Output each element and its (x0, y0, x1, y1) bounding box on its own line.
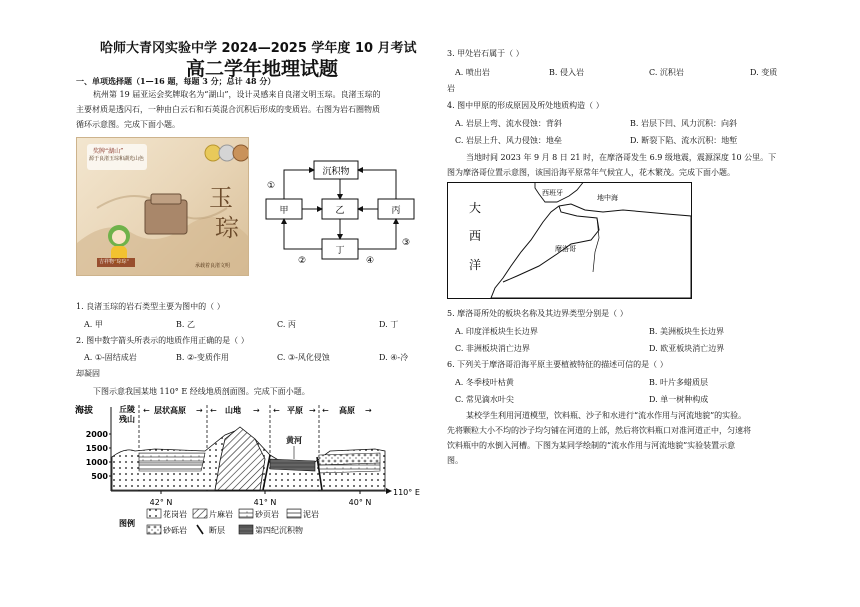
arrow-label-2: ② (297, 256, 307, 265)
q3-option-a[interactable]: A. 喷出岩 (455, 68, 490, 77)
q3-option-b[interactable]: B. 侵入岩 (549, 68, 584, 77)
svg-text:→: → (309, 406, 316, 415)
svg-text:←: ← (322, 406, 329, 415)
q2-stem: 2. 图中数字箭头所表示的地质作用正确的是（ ） (76, 336, 249, 345)
svg-text:→: → (196, 406, 203, 415)
q3-option-d[interactable]: D. 变质 (750, 68, 778, 77)
node-bing: 丙 (391, 206, 401, 216)
q5-stem: 5. 摩洛哥所处的板块名称及其边界类型分别是（ ） (447, 309, 628, 318)
svg-text:←: ← (210, 406, 217, 415)
morocco-location-map (447, 182, 692, 299)
q4-option-d[interactable]: D. 断裂下陷、流水沉积：地堑 (630, 136, 738, 145)
experiment-intro-line-1: 某校学生利用河道模型，饮料瓶、沙子和水进行“流水作用与河流地貌”的实验。 (466, 411, 747, 420)
legend-granite: 花岗岩 (163, 510, 187, 519)
quake-intro-line-1: 当地时间 2023 年 9 月 8 日 21 时，在摩洛哥发生 6.9 级地震，震源深度 10 公里。下 (466, 153, 777, 162)
q3-option-c[interactable]: C. 沉积岩 (649, 68, 684, 77)
lat-41n: 41° N (253, 498, 277, 507)
quake-intro-line-2: 图为摩洛哥位置示意图，该国沿海平原常年气候宜人，花木繁茂。完成下面小题。 (447, 168, 735, 177)
mascot-subtitle: 承载着良渚文明 (195, 263, 231, 269)
poster-char-1: 玉 (209, 184, 233, 212)
intro-line-3: 循环示意图。完成下面小题。 (76, 120, 180, 129)
q2-option-a[interactable]: A. ①-固结成岩 (84, 353, 137, 362)
q1-option-a[interactable]: A. 甲 (84, 320, 103, 329)
atlantic-char-2: 西 (469, 229, 482, 243)
arrow-label-1: ① (266, 181, 276, 191)
svg-text:→: → (365, 406, 372, 415)
region-residual: 残山 (119, 415, 135, 424)
legend-conglomerate: 砂砾岩 (163, 526, 187, 535)
region-plain: 平原 (287, 406, 303, 415)
y-tick-1000: 1000 (85, 458, 108, 467)
q3-option-d-continued: 岩 (447, 84, 455, 93)
q5-option-d[interactable]: D. 欧亚板块消亡边界 (649, 344, 725, 353)
node-jia: 甲 (279, 206, 289, 216)
medal-poster-image (76, 137, 249, 276)
y-axis-label: 海拔 (75, 406, 94, 416)
q4-option-a[interactable]: A. 岩层上弯、流水侵蚀：背斜 (455, 119, 562, 128)
q1-option-b[interactable]: B. 乙 (176, 320, 195, 329)
q4-option-b[interactable]: B. 岩层下凹、风力沉积：向斜 (630, 119, 737, 128)
arrow-label-3: ③ (401, 238, 411, 248)
poster-title: 奖牌“湖山” (93, 148, 124, 155)
q4-stem: 4. 图中甲原的形成原因及所处地质构造（ ） (447, 101, 604, 110)
region-hills: 丘陵 (119, 405, 135, 414)
intro-line-1: 杭州第 19 届亚运会奖牌取名为“湖山”，设计灵感来自良渚文明玉琮。良渚玉琮的 (93, 90, 381, 99)
node-ding: 丁 (335, 246, 345, 256)
q6-option-d[interactable]: D. 单一树种构成 (649, 395, 709, 404)
q5-option-b[interactable]: B. 美洲板块生长边界 (649, 327, 724, 336)
q1-option-c[interactable]: C. 丙 (277, 320, 296, 329)
lat-40n: 40° N (348, 498, 372, 507)
q6-option-a[interactable]: A. 冬季枝叶枯黄 (455, 378, 514, 387)
region-plateau: 高原 (339, 406, 355, 415)
y-tick-2000: 2000 (85, 430, 108, 439)
experiment-intro-line-3: 饮料瓶中的水倒入河槽。下图为某同学绘制的“流水作用与河流地貌”实验装置示意 (447, 441, 736, 450)
q6-stem: 6. 下列关于摩洛哥沿海平原主要植被特征的描述可信的是（ ） (447, 360, 668, 369)
q4-option-c[interactable]: C. 岩层上升、风力侵蚀：地垒 (455, 136, 562, 145)
mediterranean-label: 地中海 (597, 194, 618, 202)
region-mountains: 山地 (225, 406, 241, 415)
svg-text:←: ← (273, 406, 280, 415)
spain-label: 西班牙 (542, 189, 563, 197)
q2-option-c[interactable]: C. ③-风化侵蚀 (277, 353, 330, 362)
legend-fault: 断层 (209, 526, 225, 535)
q2-option-d[interactable]: D. ④-冷 (379, 353, 409, 362)
section-heading: 一、单项选择题（1—16 题，每题 3 分；总计 48 分） (76, 76, 276, 86)
rock-cycle-diagram (262, 155, 422, 265)
q1-stem: 1. 良渚玉琮的岩石类型主要为图中的（ ） (76, 302, 225, 311)
atlantic-char-1: 大 (469, 201, 482, 215)
experiment-intro-line-4: 图。 (447, 456, 463, 465)
svg-text:←: ← (143, 406, 150, 415)
arrow-label-4: ④ (365, 256, 375, 265)
node-sediment: 沉积物 (322, 167, 350, 177)
lon-110e: 110° E (393, 488, 420, 497)
intro-line-2: 主要材质是透闪石，一种由白云石和石英混合沉积后形成的变质岩。右图为岩石圈物质 (76, 105, 380, 114)
q3-stem: 3. 甲处岩石属于（ ） (447, 49, 524, 58)
y-tick-1500: 1500 (85, 444, 108, 453)
y-tick-500: 500 (91, 472, 108, 481)
q5-option-c[interactable]: C. 非洲板块消亡边界 (455, 344, 530, 353)
q1-option-d[interactable]: D. 丁 (379, 320, 399, 329)
atlantic-char-3: 洋 (469, 258, 482, 272)
legend-sandshale: 砂页岩 (255, 510, 279, 519)
svg-text:→: → (253, 406, 260, 415)
legend-quaternary: 第四纪沉积物 (255, 526, 303, 535)
geological-profile (75, 399, 430, 544)
legend-mudstone: 泥岩 (303, 510, 319, 519)
region-layered-plateau: 层状高原 (154, 406, 186, 415)
mascot-label: 吉祥物“琮琮” (99, 259, 130, 265)
legend-gneiss: 片麻岩 (209, 510, 233, 519)
school-exam-line: 哈师大青冈实验中学 2024—2025 学年度 10 月考试 (100, 41, 417, 56)
exam-title: 高二学年地理试题 (186, 58, 339, 80)
lat-42n: 42° N (149, 498, 173, 507)
poster-subtitle: 源于良渚玉琮和湖光山色 (89, 156, 145, 162)
node-yi: 乙 (335, 206, 345, 216)
profile-intro: 下图示意我国某地 110° E 经线地质剖面图。完成下面小题。 (93, 387, 310, 396)
q2-option-b[interactable]: B. ②-变质作用 (176, 353, 229, 362)
q5-option-a[interactable]: A. 印度洋板块生长边界 (455, 327, 538, 336)
poster-char-2: 琮 (215, 214, 239, 242)
q2-option-d-continued: 却凝固 (76, 369, 100, 378)
yellow-river-label: 黄河 (286, 436, 302, 445)
q6-option-b[interactable]: B. 叶片多蜡质层 (649, 378, 708, 387)
experiment-intro-line-2: 先将颗粒大小不均的沙子均匀铺在河道的上部，然后将饮料瓶口对准河道正中，匀速将 (447, 426, 751, 435)
legend-title: 图例 (119, 519, 135, 528)
q6-option-c[interactable]: C. 常见滴水叶尖 (455, 395, 514, 404)
morocco-label: 摩洛哥 (555, 245, 576, 253)
